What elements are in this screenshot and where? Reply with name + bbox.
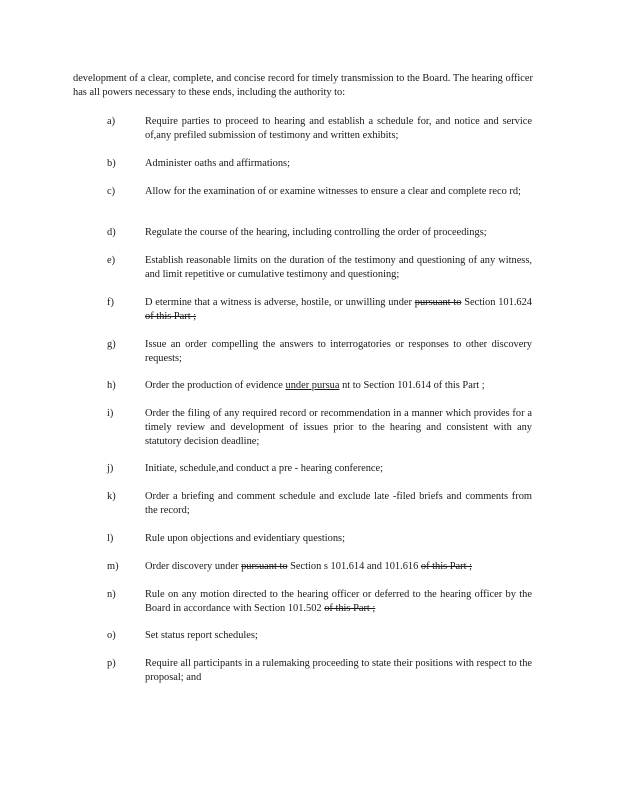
item-text xyxy=(145,588,532,616)
list-item-n xyxy=(73,588,533,616)
list-item-h xyxy=(73,379,533,393)
item-letter: p) xyxy=(107,658,116,669)
list-item-k xyxy=(73,490,533,518)
item-letter: e) xyxy=(107,255,116,266)
item-letter: m) xyxy=(107,561,119,572)
item-letter: l) xyxy=(107,533,114,544)
list-item-b xyxy=(73,157,533,171)
intro-paragraph: development of a clear, complete, and concise record for timely transmission to the Board. The hearing officer has all powers necessary to these ends, including the authority to: xyxy=(73,73,533,98)
deleted-text: of this Part ; xyxy=(420,561,472,572)
item-text-part: Section 101.624 xyxy=(461,297,532,308)
item-letter: j) xyxy=(107,463,114,474)
list-item-i xyxy=(73,407,533,449)
item-letter: g) xyxy=(107,339,116,350)
list-item-l xyxy=(73,532,533,546)
deleted-text: pursuant to xyxy=(241,561,288,572)
item-letter: b) xyxy=(107,158,116,169)
item-text: Order the filing of any required record or recommendation in a manner which provides for a timely review and development of issues prior to the hearing and consistent with any statutory decision deadline; xyxy=(145,408,532,447)
item-letter: d) xyxy=(107,227,116,238)
list-item-o xyxy=(73,629,533,643)
item-text: Order a briefing and comment schedule and exclude late -filed briefs and comments from the record; xyxy=(145,491,532,516)
list-item-m xyxy=(73,560,533,574)
item-text: Issue an order compelling the answers to interrogatories or responses to other discovery requests; xyxy=(145,339,532,364)
item-text xyxy=(145,560,532,574)
list-item-e xyxy=(73,254,533,282)
item-text: Establish reasonable limits on the duration of the testimony and questioning of any witness, and limit repetitive or cumulative testimony and questioning; xyxy=(145,255,532,280)
item-text-part: Section s 101.614 and 101.616 xyxy=(287,561,421,572)
item-text: Set status report schedules; xyxy=(145,630,258,641)
deleted-text: pursuant to xyxy=(414,297,462,308)
deleted-text: of this Part ; xyxy=(324,603,376,614)
item-text-part: D etermine that a witness is adverse, hostile, or unwilling under xyxy=(145,297,415,308)
list-item-j xyxy=(73,462,533,476)
item-text: Require all participants in a rulemaking proceeding to state their positions with respect to the proposal; and xyxy=(145,658,532,683)
item-text: Rule upon objections and evidentiary questions; xyxy=(145,533,345,544)
list-item-a xyxy=(73,115,533,143)
item-letter: n) xyxy=(107,589,116,600)
item-text: Allow for the examination of or examine witnesses to ensure a clear and complete reco rd; xyxy=(145,186,521,197)
item-text-part: Rule on any motion directed to the hearing officer or deferred to the hearing officer by the Board in accordance with Section 101.502 xyxy=(145,589,532,614)
item-letter: o) xyxy=(107,630,116,641)
item-text: Initiate, schedule,and conduct a pre - hearing conference; xyxy=(145,463,384,474)
item-letter: c) xyxy=(107,186,116,197)
list-item-c xyxy=(73,185,533,199)
list-item-f xyxy=(73,296,533,324)
item-letter: i) xyxy=(107,408,114,419)
item-letter: k) xyxy=(107,491,116,502)
item-text xyxy=(145,379,532,393)
item-letter: a) xyxy=(107,116,116,127)
item-text: Regulate the course of the hearing, including controlling the order of proceedings; xyxy=(145,227,487,238)
item-text: Require parties to proceed to hearing and establish a schedule for, and notice and service of,any prefiled submission of testimony and written exhibits; xyxy=(145,116,532,141)
item-letter: h) xyxy=(107,380,116,391)
item-text: Administer oaths and affirmations; xyxy=(145,158,290,169)
item-text-part: Order discovery under xyxy=(145,561,242,572)
list-item-g xyxy=(73,338,533,366)
item-letter: f) xyxy=(107,297,114,308)
item-text-part: nt to Section 101.614 of this Part ; xyxy=(339,380,485,391)
deleted-text: of this Part ; xyxy=(145,311,197,322)
list-item-d xyxy=(73,226,533,240)
inserted-text: under pursua xyxy=(285,380,340,391)
list-item-p xyxy=(73,657,533,685)
item-text-part: Order the production of evidence xyxy=(145,380,286,391)
item-text xyxy=(145,296,532,324)
